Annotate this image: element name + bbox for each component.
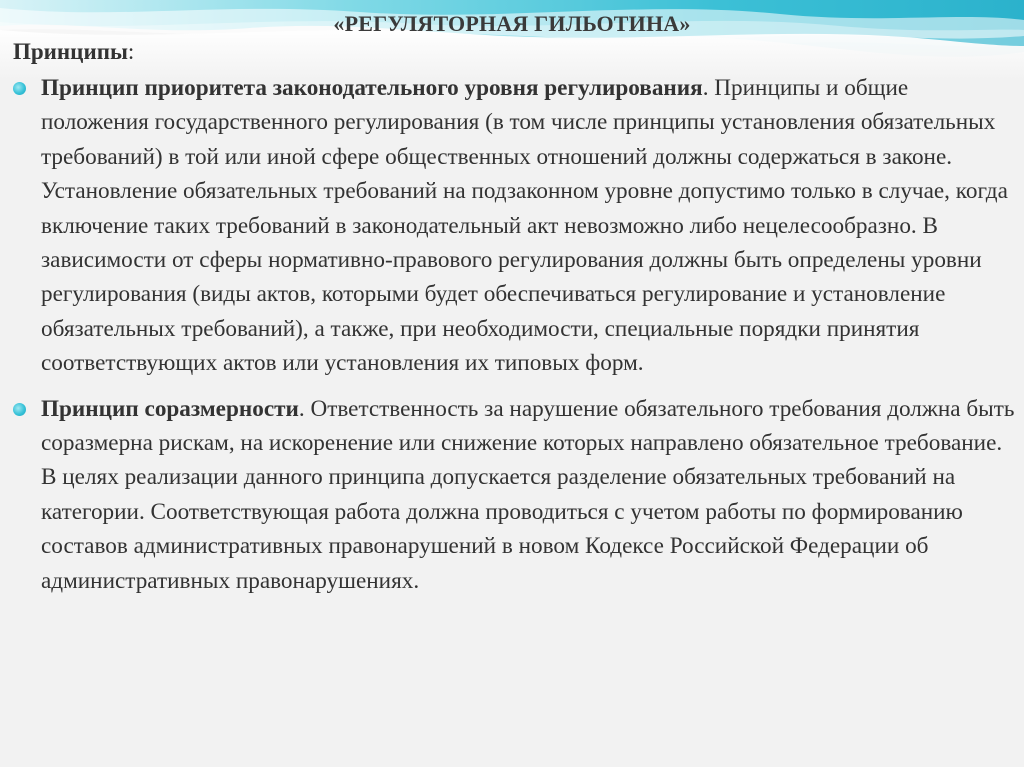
slide-title: «РЕГУЛЯТОРНАЯ ГИЛЬОТИНА» [333, 11, 691, 36]
bullet-item-legislative-priority [13, 71, 1015, 381]
slide-content [13, 37, 1015, 598]
bullet-body-text: . Принципы и общие положения государственного регулирования (в том числе принципы установления обязательных требований) в той или иной сфере общественных отношений должны содержаться в законе. Установление обязательных требований на подзаконном уровне допустимо только в случае, когда включение таких требований в законодательный акт невозможно либо нецелесообразно. В зависимости от сферы нормативно-правового регулирования должны быть определены уровни регулирования (виды актов, которыми будет обеспечиваться регулирование и установление обязательных требований), а также, при необходимости, специальные порядки принятия соответствующих актов или установления их типовых форм. [41, 75, 1008, 377]
bullet-body-text: . Ответственность за нарушение обязательного требования должна быть соразмерна рискам, на искоренение или снижение которых направлено обязательное требование. В целях реализации данного принципа допускается разделение обязательных требований на категории. Соответствующая работа должна проводиться с учетом работы по формированию составов административных правонарушений в новом Кодексе Российской Федерации об административных правонарушениях. [41, 395, 1015, 594]
bullet-lead-text: Принцип соразмерности [41, 395, 299, 422]
bullet-lead-text: Принцип приоритета законодательного уровня регулирования [41, 75, 703, 101]
round-bullet-icon [13, 403, 26, 416]
section-label [13, 37, 1015, 67]
section-label-colon: : [127, 39, 135, 64]
round-bullet-icon [13, 82, 26, 95]
section-label-text: Принципы [13, 39, 128, 64]
bullet-item-proportionality [13, 392, 1015, 598]
